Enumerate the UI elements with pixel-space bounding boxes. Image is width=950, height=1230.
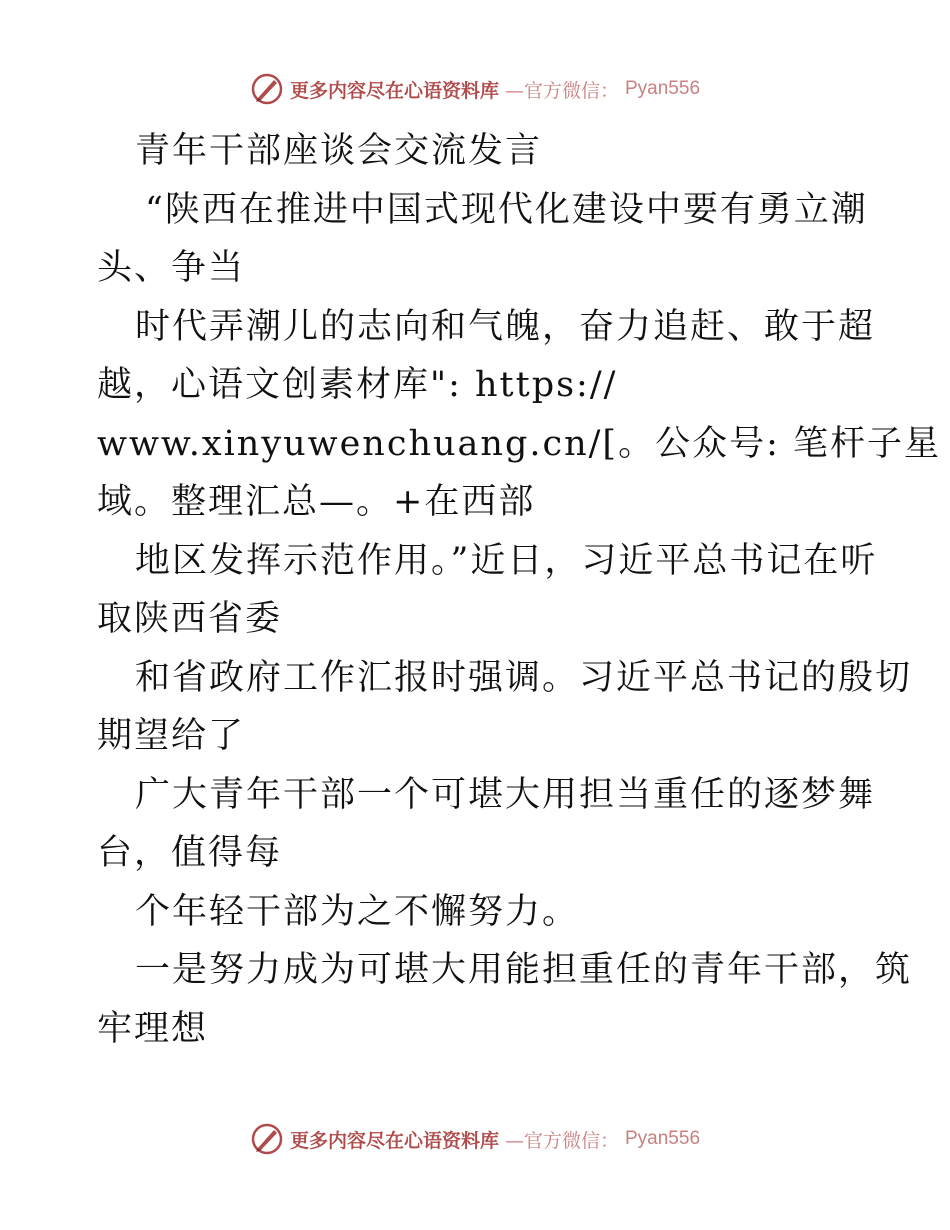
watermark-wechat-id: Pyan556 (625, 1128, 701, 1149)
watermark-side-text: —官方微信： (504, 79, 619, 102)
text-line: 时代弄潮儿的志向和气魄，奋力追赶、敢于超 (135, 306, 876, 347)
pen-logo-icon (250, 1122, 284, 1156)
text-line: 和省政府工作汇报时强调。习近平总书记的殷切 (135, 657, 913, 698)
footer-watermark (0, 1122, 950, 1156)
watermark-wechat-id: Pyan556 (625, 78, 701, 99)
text-line: 期望给了 (97, 716, 246, 756)
text-line: 域。整理汇总—。+在西部 (97, 482, 536, 522)
pen-logo-icon (250, 72, 284, 106)
text-line: 一是努力成为可堪大用能担重任的青年干部，筑 (135, 950, 913, 990)
header-watermark (0, 72, 950, 106)
document-title: 青年干部座谈会交流发言 (135, 131, 543, 171)
document-body (97, 122, 941, 1058)
text-line: 取陕西省委 (97, 599, 283, 639)
text-line: 个年轻干部为之不懈努力。 (135, 891, 580, 932)
watermark-side-text: —官方微信： (504, 1129, 619, 1152)
text-line: 地区发挥示范作用。”近日，习近平总书记在听 (135, 540, 878, 581)
text-line: 越，心语文创素材库": https:// (97, 365, 618, 405)
text-line: “陕西在推进中国式现代化建设中要有勇立潮 (145, 189, 868, 230)
watermark-main-text: 更多内容尽在心语资料库 (289, 1129, 499, 1152)
watermark-main-text: 更多内容尽在心语资料库 (289, 79, 499, 102)
text-line: 牢理想 (97, 1008, 209, 1049)
text-line: 台，值得每 (97, 833, 283, 873)
text-line: www.xinyuwenchuang.cn/[。公众号: 笔杆子星 (97, 423, 941, 464)
text-line: 头、争当 (97, 248, 246, 288)
text-line: 广大青年干部一个可堪大用担当重任的逐梦舞 (135, 774, 876, 815)
